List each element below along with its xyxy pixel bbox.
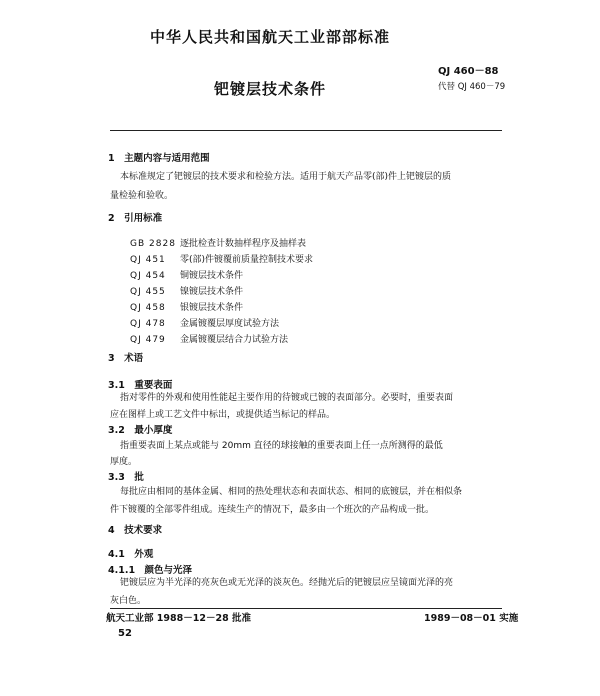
reference-title: 金属镀覆层厚度试验方法 xyxy=(180,319,280,329)
section-3-2-text-line2: 厚度。 xyxy=(110,457,138,467)
reference-item xyxy=(130,236,306,249)
reference-code: GB 2828 xyxy=(130,239,176,249)
section-4-heading: 4 技术要求 xyxy=(108,525,163,536)
section-3-3-text-line2: 件下镀覆的全部零件组成。连续生产的情况下，最多由一个班次的产品构成一批。 xyxy=(110,505,435,515)
section-1-text-line1: 本标准规定了钯镀层的技术要求和检验方法。适用于航天产品零(部)件上钯镀层的质 xyxy=(120,172,452,182)
reference-title: 铜镀层技术条件 xyxy=(180,271,244,281)
section-3-2-text-line1: 指重要表面上某点或能与 20mm 直径的球接触的重要表面上任一点所测得的最低 xyxy=(120,441,443,451)
effective-date: 1989－08－01 实施 xyxy=(424,613,519,624)
section-3-heading: 3 术语 xyxy=(108,353,144,364)
replaces-standard: 代替 QJ 460－79 xyxy=(438,82,506,92)
reference-code: QJ 454 xyxy=(130,271,166,281)
reference-title: 银镀层技术条件 xyxy=(180,303,244,313)
section-3-1-heading: 3.1 重要表面 xyxy=(108,380,173,391)
reference-item xyxy=(130,268,243,281)
section-3-3-heading: 3.3 批 xyxy=(108,472,144,483)
reference-item xyxy=(130,252,313,265)
footer-divider xyxy=(110,608,502,609)
page-number: 52 xyxy=(118,628,132,639)
reference-code: QJ 479 xyxy=(130,335,166,345)
section-3-1-text-line1: 指对零件的外观和使用性能起主要作用的待镀或已镀的表面部分。必要时，重要表面 xyxy=(120,393,454,403)
section-3-1-text-line2: 应在图样上或工艺文件中标出，或提供适当标记的样品。 xyxy=(110,410,336,420)
reference-title: 镍镀层技术条件 xyxy=(180,287,244,297)
reference-item xyxy=(130,332,288,345)
section-1-text-line2: 量检验和验收。 xyxy=(110,191,174,201)
section-1-heading: 1 主题内容与适用范围 xyxy=(108,153,210,164)
reference-title: 零(部)件镀覆前质量控制技术要求 xyxy=(180,255,314,265)
section-3-3-text-line1: 每批应由相同的基体金属、相同的热处理状态和表面状态、相同的底镀层，并在相似条 xyxy=(120,487,463,497)
reference-code: QJ 478 xyxy=(130,319,166,329)
document-title: 钯镀层技术条件 xyxy=(214,80,327,98)
reference-item xyxy=(130,284,243,297)
section-4-1-1-text-line2: 灰白色。 xyxy=(110,596,147,606)
reference-code: QJ 455 xyxy=(130,287,166,297)
section-3-2-heading: 3.2 最小厚度 xyxy=(108,425,173,436)
reference-title: 逐批检查计数抽样程序及抽样表 xyxy=(180,239,307,249)
section-4-1-1-heading: 4.1.1 颜色与光泽 xyxy=(108,565,193,576)
reference-item xyxy=(130,316,279,329)
section-4-1-heading: 4.1 外观 xyxy=(108,549,154,560)
reference-code: QJ 458 xyxy=(130,303,166,313)
issuing-organization: 中华人民共和国航天工业部部标准 xyxy=(150,28,391,46)
standard-code: QJ 460－88 xyxy=(438,66,499,77)
reference-code: QJ 451 xyxy=(130,255,166,265)
header-divider xyxy=(110,130,502,131)
approval-date: 航天工业部 1988－12－28 批准 xyxy=(106,613,251,624)
section-4-1-1-text-line1: 钯镀层应为半光泽的亮灰色或无光泽的淡灰色。经抛光后的钯镀层应呈镜面光泽的亮 xyxy=(120,578,454,588)
section-2-heading: 2 引用标准 xyxy=(108,213,163,224)
reference-item xyxy=(130,300,243,313)
reference-title: 金属镀覆层结合力试验方法 xyxy=(180,335,289,345)
